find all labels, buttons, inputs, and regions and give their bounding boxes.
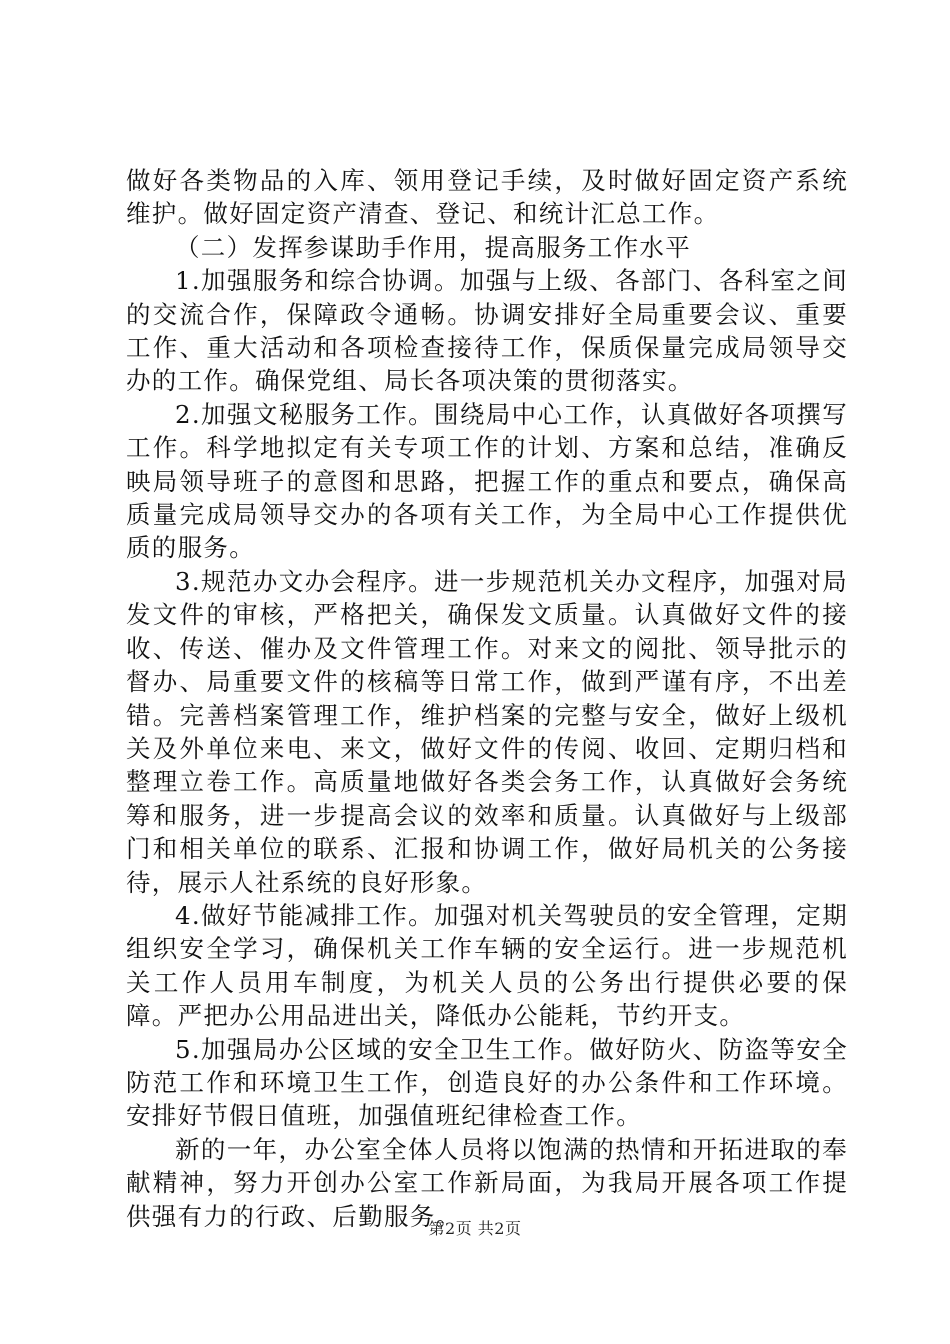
paragraph-item-3: 3.规范办文办会程序。进一步规范机关办文程序，加强对局发文件的审核，严格把关，确保发文质量。认真做好文件的接收、传送、催办及文件管理工作。对来文的阅批、领导批示的督办、局重要文件的核稿等日常工作，做到严谨有序，不出差错。完善档案管理工作，维护档案的完整与安全，做好上级机关及外单位来电、来文，做好文件的传阅、收回、定期归档和整理立卷工作。高质量地做好各类会务工作，认真做好会务统筹和服务，进一步提高会议的效率和质量。认真做好与上级部门和相关单位的联系、汇报和协调工作，做好局机关的公务接待，展示人社系统的良好形象。 [126, 566, 848, 897]
paragraph-item-5: 5.加强局办公区域的安全卫生工作。做好防火、防盗等安全防范工作和环境卫生工作，创造良好的办公条件和工作环境。安排好节假日值班，加强值班纪律检查工作。 [126, 1034, 848, 1131]
paragraph-item-1: 1.加强服务和综合协调。加强与上级、各部门、各科室之间的交流合作，保障政令通畅。协调安排好全局重要会议、重要工作、重大活动和各项检查接待工作，保质保量完成局领导交办的工作。确保党组、局长各项决策的贯彻落实。 [126, 266, 848, 396]
paragraph-item-2: 2.加强文秘服务工作。围绕局中心工作，认真做好各项撰写工作。科学地拟定有关专项工作的计划、方案和总结，准确反映局领导班子的意图和思路，把握工作的重点和要点，确保高质量完成局领导交办的各项有关工作，为全局中心工作提供优质的服务。 [126, 399, 848, 563]
section-heading: （二）发挥参谋助手作用，提高服务工作水平 [175, 232, 691, 262]
document-body [126, 164, 848, 1233]
paragraph-item-4: 4.做好节能减排工作。加强对机关驾驶员的安全管理，定期组织安全学习，确保机关工作车辆的安全运行。进一步规范机关工作人员用车制度，为机关人员的公务出行提供必要的保障。严把办公用品进出关，降低办公能耗，节约开支。 [126, 900, 848, 1031]
paragraph-conclusion: 新的一年，办公室全体人员将以饱满的热情和开拓进取的奉献精神，努力开创办公室工作新局面，为我局开展各项工作提供强有力的行政、后勤服务。 [126, 1134, 848, 1231]
paragraph-continuation: 做好各类物品的入库、领用登记手续，及时做好固定资产系统维护。做好固定资产清查、登记、和统计汇总工作。 [126, 166, 848, 229]
page-number-footer: 第2页 共2页 [428, 1219, 522, 1238]
